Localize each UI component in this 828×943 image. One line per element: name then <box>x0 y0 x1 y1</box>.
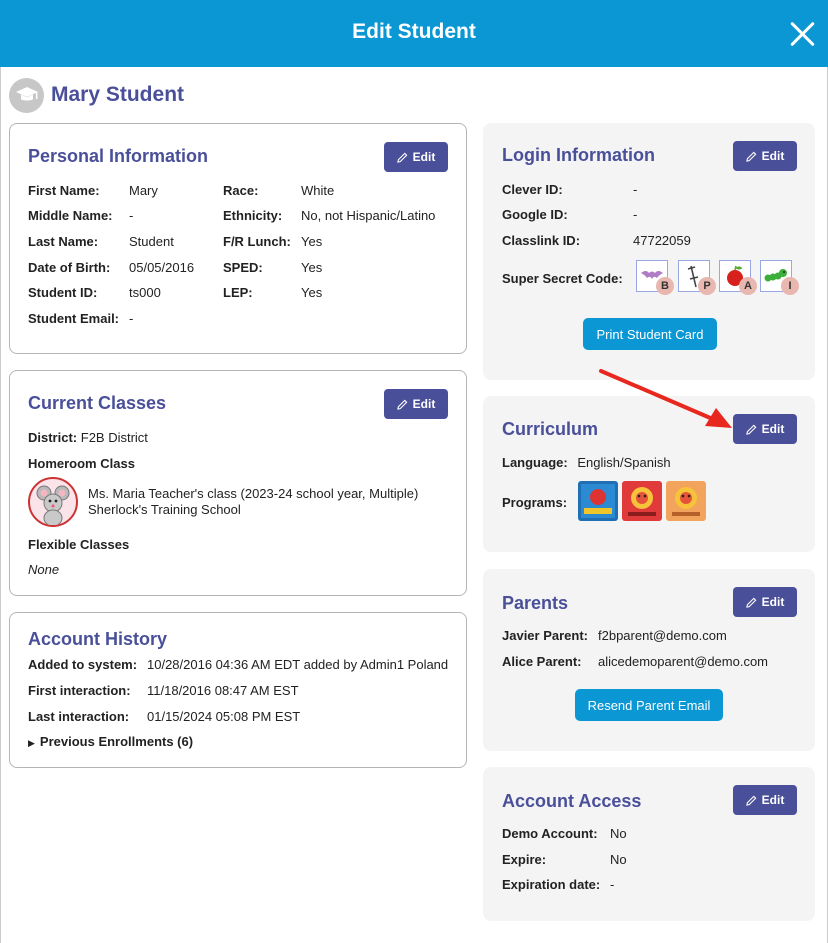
last-name-label: Last Name: <box>28 234 99 249</box>
sped-label: SPED: <box>223 260 263 275</box>
student-id-label: Student ID: <box>28 285 98 300</box>
lep-value: Yes <box>301 285 323 300</box>
classlink-id-value: 47722059 <box>633 233 691 248</box>
district-value: F2B District <box>80 430 148 445</box>
student-header <box>9 77 184 113</box>
google-id-value: - <box>633 207 638 222</box>
pencil-icon <box>746 424 757 435</box>
fr-lunch-label: F/R Lunch: <box>223 234 291 249</box>
annotation-arrow-icon <box>597 368 737 432</box>
last-interaction-label: Last interaction: <box>28 709 130 724</box>
language-label: Language: <box>502 455 568 470</box>
expire-value: No <box>610 852 627 867</box>
pencil-icon <box>746 597 757 608</box>
edit-label: Edit <box>761 793 785 807</box>
flexible-classes-value: None <box>28 562 60 577</box>
lep-label: LEP: <box>223 285 253 300</box>
edit-label: Edit <box>412 150 436 164</box>
programs-label: Programs: <box>502 495 568 510</box>
flexible-classes-label: Flexible Classes <box>28 537 130 552</box>
student-email-label: Student Email: <box>28 311 120 326</box>
code-letter-a: A <box>739 277 757 295</box>
account-history-card <box>9 612 467 768</box>
account-access-title: Account Access <box>502 791 642 811</box>
google-id-label: Google ID: <box>502 207 568 222</box>
current-classes-card <box>9 370 467 596</box>
expire-label: Expire: <box>502 852 547 867</box>
access-edit-button[interactable] <box>733 785 797 815</box>
personal-edit-button[interactable] <box>384 142 448 172</box>
account-history-title: Account History <box>28 629 168 649</box>
parent-1-email: f2bparent@demo.com <box>598 628 727 643</box>
graduation-cap-icon <box>9 78 44 113</box>
expiration-date-value: - <box>610 877 615 892</box>
added-value: 10/28/2016 04:36 AM EDT added by Admin1 Poland <box>147 657 449 672</box>
pencil-icon <box>746 795 757 806</box>
program-footsteps-icon <box>578 481 618 521</box>
parent-2-email: alicedemoparent@demo.com <box>598 654 769 669</box>
print-student-card-button[interactable]: Print Student Card <box>583 318 717 350</box>
curriculum-title: Curriculum <box>502 419 599 439</box>
edit-label: Edit <box>761 422 785 436</box>
fr-lunch-value: Yes <box>301 234 323 249</box>
race-value: White <box>301 183 335 198</box>
parent-1-label: Javier Parent: <box>502 628 588 643</box>
homeroom-school-name: Sherlock's Training School <box>88 502 241 517</box>
login-edit-button[interactable] <box>733 141 797 171</box>
code-letter-i: I <box>781 277 799 295</box>
ethnicity-value: No, not Hispanic/Latino <box>301 208 436 223</box>
middle-name-value: - <box>129 208 134 223</box>
parent-2-label: Alice Parent: <box>502 654 582 669</box>
current-classes-title: Current Classes <box>28 393 167 413</box>
close-icon[interactable] <box>788 20 816 48</box>
login-information-card <box>483 123 815 380</box>
first-interaction-label: First interaction: <box>28 683 131 698</box>
ethnicity-label: Ethnicity: <box>223 208 283 223</box>
clever-id-value: - <box>633 182 638 197</box>
pencil-icon <box>746 151 757 162</box>
program-red-icon <box>622 481 662 521</box>
first-interaction-value: 11/18/2016 08:47 AM EST <box>147 683 299 698</box>
last-interaction-value: 01/15/2024 05:08 PM EST <box>147 709 301 724</box>
resend-parent-email-button[interactable]: Resend Parent Email <box>575 689 723 721</box>
code-letter-b: B <box>656 277 674 295</box>
class-avatar-mouse-icon <box>28 477 78 527</box>
district-label: District: <box>28 430 78 445</box>
pencil-icon <box>397 399 408 410</box>
pencil-icon <box>397 152 408 163</box>
dob-value: 05/05/2016 <box>129 260 195 275</box>
student-email-value: - <box>129 311 134 326</box>
disclosure-triangle-icon: ▶ <box>28 738 35 748</box>
modal-title: Edit Student <box>352 20 476 43</box>
secret-code-label: Super Secret Code: <box>502 271 623 286</box>
clever-id-label: Clever ID: <box>502 182 563 197</box>
parents-edit-button[interactable] <box>733 587 797 617</box>
parents-title: Parents <box>502 593 569 613</box>
classes-edit-button[interactable] <box>384 389 448 419</box>
homeroom-class-name[interactable]: Ms. Maria Teacher's class (2023-24 school year, Multiple) <box>88 486 419 501</box>
student-id-value: ts000 <box>129 285 161 300</box>
language-value: English/Spanish <box>577 455 671 470</box>
parents-card <box>483 569 815 751</box>
student-name: Mary Student <box>51 83 185 106</box>
demo-account-label: Demo Account: <box>502 826 598 841</box>
previous-enrollments-toggle[interactable] <box>28 734 193 749</box>
edit-label: Edit <box>412 397 436 411</box>
middle-name-label: Middle Name: <box>28 208 113 223</box>
personal-information-card <box>9 123 467 354</box>
first-name-value: Mary <box>129 183 158 198</box>
modal-header <box>0 0 828 67</box>
homeroom-label: Homeroom Class <box>28 456 135 471</box>
added-label: Added to system: <box>28 657 138 672</box>
race-label: Race: <box>223 183 259 198</box>
dob-label: Date of Birth: <box>28 260 111 275</box>
last-name-value: Student <box>129 234 174 249</box>
edit-label: Edit <box>761 149 785 163</box>
expiration-date-label: Expiration date: <box>502 877 601 892</box>
demo-account-value: No <box>610 826 627 841</box>
classlink-id-label: Classlink ID: <box>502 233 581 248</box>
edit-label: Edit <box>761 595 785 609</box>
first-name-label: First Name: <box>28 183 100 198</box>
account-access-card <box>483 767 815 921</box>
sped-value: Yes <box>301 260 323 275</box>
curriculum-edit-button[interactable] <box>733 414 797 444</box>
program-orange-icon <box>666 481 706 521</box>
login-information-title: Login Information <box>502 145 655 165</box>
previous-enrollments-label: Previous Enrollments (6) <box>39 734 194 749</box>
personal-information-title: Personal Information <box>28 146 209 166</box>
code-letter-p: P <box>698 277 716 295</box>
